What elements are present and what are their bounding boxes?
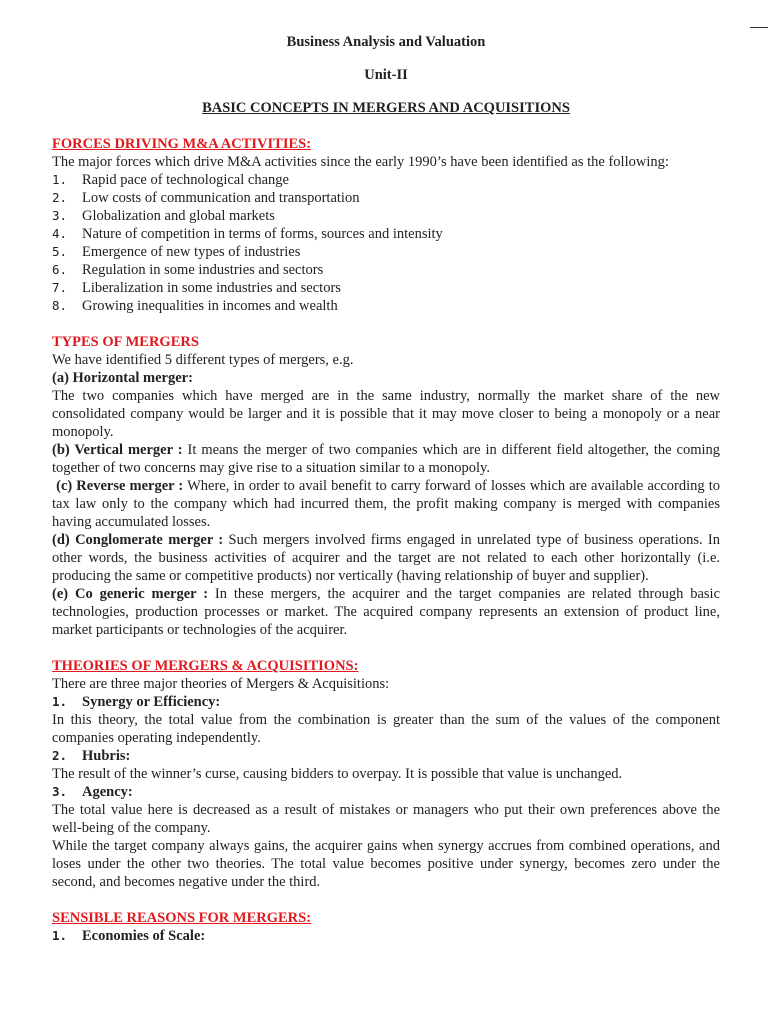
list-text: Nature of competition in terms of forms, sources and intensity <box>82 226 443 242</box>
theory-number: 2. <box>52 748 68 763</box>
reverse-merger-label: (c) Reverse merger : <box>56 478 184 494</box>
types-intro: We have identified 5 different types of mergers, e.g. <box>52 352 354 368</box>
list-number: 6. <box>52 262 68 277</box>
theories-intro: There are three major theories of Mergers & Acquisitions: <box>52 676 390 692</box>
document-page <box>52 33 720 945</box>
list-item <box>52 171 720 189</box>
horizontal-text: The two companies which have merged are in the same industry, normally the market share of the new consolidated company would be larger and it is possible that it may move closer to being a monopoly or a near monopoly. <box>52 388 720 440</box>
theory-number: 3. <box>52 784 68 799</box>
vertical-paragraph <box>52 441 720 477</box>
list-number: 1. <box>52 172 68 187</box>
forces-heading: FORCES DRIVING M&A ACTIVITIES: <box>52 136 312 152</box>
theories-closing: While the target company always gains, the acquirer gains when synergy accrues from combined operations, and loses under the other two theories. The total value becomes positive under synergy, becomes zero under the second, and becomes negative under the third. <box>52 838 720 890</box>
horizontal-merger-label: (a) Horizontal merger: <box>52 370 193 386</box>
theory-title: Synergy or Efficiency: <box>82 694 221 710</box>
theory-item <box>52 693 720 711</box>
reasons-heading: SENSIBLE REASONS FOR MERGERS: <box>52 910 312 926</box>
types-heading: TYPES OF MERGERS <box>52 334 199 350</box>
cogeneric-paragraph <box>52 585 720 639</box>
theory-title: Hubris: <box>82 748 131 764</box>
list-item <box>52 207 720 225</box>
theory-text: In this theory, the total value from the combination is greater than the sum of the values of the component companies operating independently. <box>52 712 720 746</box>
list-number: 4. <box>52 226 68 241</box>
conglomerate-merger-text: Such mergers involved firms engaged in unrelated type of business operations. In other words, the business activities of acquirer and the target are not related to each other horizontally (i.e. producing the same or competitive products) nor vertically (having relationship of buyer and supplier). <box>52 532 721 584</box>
course-title: Business Analysis and Valuation <box>286 34 486 50</box>
unit-title: Unit-II <box>364 67 408 83</box>
theory-item <box>52 747 720 765</box>
list-number: 5. <box>52 244 68 259</box>
theories-heading: THEORIES OF MERGERS & ACQUISITIONS: <box>52 658 359 674</box>
theory-text: The result of the winner’s curse, causing bidders to overpay. It is possible that value is unchanged. <box>52 766 623 782</box>
list-item <box>52 279 720 297</box>
theory-text: The total value here is decreased as a result of mistakes or managers who put their own preferences above the well-being of the company. <box>52 802 720 836</box>
reverse-merger-text: Where, in order to avail benefit to carry forward of losses which are available according to tax law only to the company which had incurred them, the profit making company is merged with companies having accumulated losses. <box>52 478 721 530</box>
list-number: 3. <box>52 208 68 223</box>
list-text: Regulation in some industries and sectors <box>82 262 324 278</box>
conglomerate-paragraph <box>52 531 720 585</box>
vertical-merger-label: (b) Vertical merger : <box>52 442 183 458</box>
list-text: Growing inequalities in incomes and wealth <box>82 298 338 314</box>
page-corner-mark <box>750 27 768 28</box>
cogeneric-merger-text: In these mergers, the acquirer and the target companies are related through basic technologies, production processes or market. The acquired company represents an extension of product line, market participants or technologies of the acquirer. <box>52 586 720 638</box>
list-text: Globalization and global markets <box>82 208 275 224</box>
reason-number: 1. <box>52 928 68 943</box>
list-number: 2. <box>52 190 68 205</box>
list-text: Rapid pace of technological change <box>82 172 289 188</box>
theory-number: 1. <box>52 694 68 709</box>
list-item <box>52 261 720 279</box>
cogeneric-merger-label: (e) Co generic merger : <box>52 586 209 602</box>
forces-list <box>52 171 720 315</box>
list-number: 8. <box>52 298 68 313</box>
list-item <box>52 243 720 261</box>
horizontal-label <box>52 369 720 387</box>
conglomerate-merger-label: (d) Conglomerate merger : <box>52 532 224 548</box>
theory-item <box>52 783 720 801</box>
reverse-paragraph <box>52 477 720 531</box>
list-text: Liberalization in some industries and sectors <box>82 280 341 296</box>
list-item <box>52 297 720 315</box>
list-text: Emergence of new types of industries <box>82 244 301 260</box>
list-item <box>52 189 720 207</box>
reason-item <box>52 927 720 945</box>
forces-intro: The major forces which drive M&A activities since the early 1990’s have been identified as the following: <box>52 154 669 170</box>
vertical-merger-text: It means the merger of two companies which are in different field altogether, the coming together of two concerns may give rise to a situation similar to a monopoly. <box>52 442 721 476</box>
list-text: Low costs of communication and transportation <box>82 190 360 206</box>
topic-title: BASIC CONCEPTS IN MERGERS AND ACQUISITIONS <box>202 100 570 116</box>
list-number: 7. <box>52 280 68 295</box>
theory-title: Agency: <box>82 784 133 800</box>
list-item <box>52 225 720 243</box>
reason-title: Economies of Scale: <box>82 928 206 944</box>
